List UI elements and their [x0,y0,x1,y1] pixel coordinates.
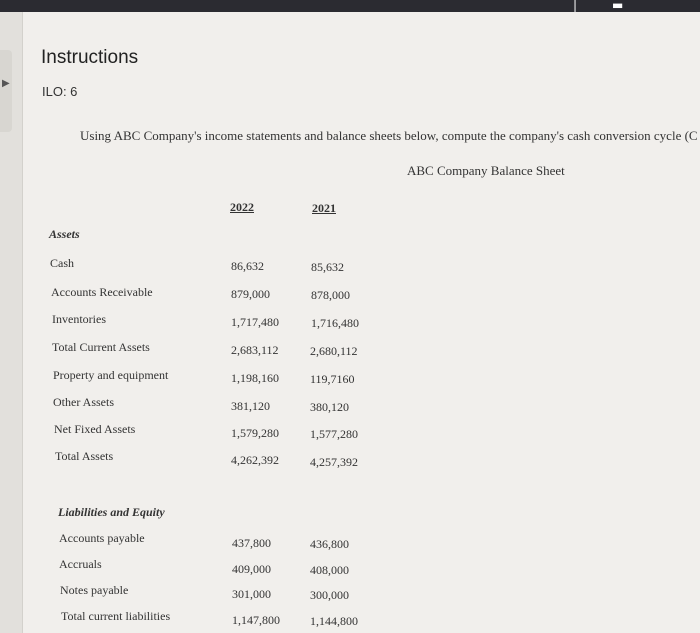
liability-value-2021: 1,144,800 [310,614,358,628]
liability-label: Notes payable [60,583,129,597]
toolbar-icon[interactable]: ❘ [570,0,581,12]
asset-value-2021: 1,716,480 [311,316,359,330]
asset-label: Other Assets [53,395,114,409]
asset-value-2022: 86,632 [231,259,264,273]
asset-value-2022: 1,579,280 [231,426,279,440]
assets-heading: Assets [49,227,80,241]
liability-value-2022: 1,147,800 [232,613,280,627]
asset-value-2022: 1,198,160 [231,371,279,385]
asset-value-2022: 879,000 [231,287,270,301]
asset-label: Property and equipment [53,368,169,382]
asset-value-2021: 4,257,392 [310,455,358,469]
asset-value-2022: 1,717,480 [231,315,279,329]
asset-value-2022: 2,683,112 [231,343,279,357]
liability-value-2022: 409,000 [232,562,271,576]
instructions-title: Instructions [41,47,139,68]
column-header-2021: 2021 [312,201,336,215]
liability-value-2021: 300,000 [310,588,349,602]
asset-label: Cash [50,256,74,270]
asset-value-2021: 1,577,280 [310,427,358,441]
asset-value-2021: 85,632 [311,260,344,274]
top-toolbar [0,0,700,12]
asset-value-2021: 380,120 [310,400,349,414]
toolbar-button[interactable]: ▬ [612,0,624,12]
liability-value-2022: 437,800 [232,536,271,550]
liability-label: Accruals [59,557,102,571]
asset-label: Accounts Receivable [51,285,153,299]
asset-value-2022: 4,262,392 [231,453,279,467]
expand-caret-icon[interactable]: ▶ [2,78,10,89]
asset-label: Total Current Assets [52,340,150,354]
asset-value-2022: 381,120 [231,399,270,413]
liability-label: Accounts payable [59,531,145,545]
asset-label: Net Fixed Assets [54,422,136,436]
ilo-label: ILO: 6 [42,84,78,99]
asset-value-2021: 878,000 [311,288,350,302]
liabilities-heading: Liabilities and Equity [58,505,165,519]
balance-sheet-title: ABC Company Balance Sheet [407,163,565,178]
liability-value-2021: 408,000 [310,563,349,577]
liability-label: Total current liabilities [61,609,171,623]
question-prompt: Using ABC Company's income statements and balance sheets below, compute the company's cash conversion cycle (C [80,128,698,143]
asset-value-2021: 2,680,112 [310,344,358,358]
column-header-2022: 2022 [230,200,254,214]
asset-label: Total Assets [55,449,114,463]
liability-value-2022: 301,000 [232,587,271,601]
asset-label: Inventories [52,312,106,326]
liability-value-2021: 436,800 [310,537,349,551]
sidebar-handle[interactable] [0,50,12,132]
asset-value-2021: 119,7160 [310,372,355,386]
